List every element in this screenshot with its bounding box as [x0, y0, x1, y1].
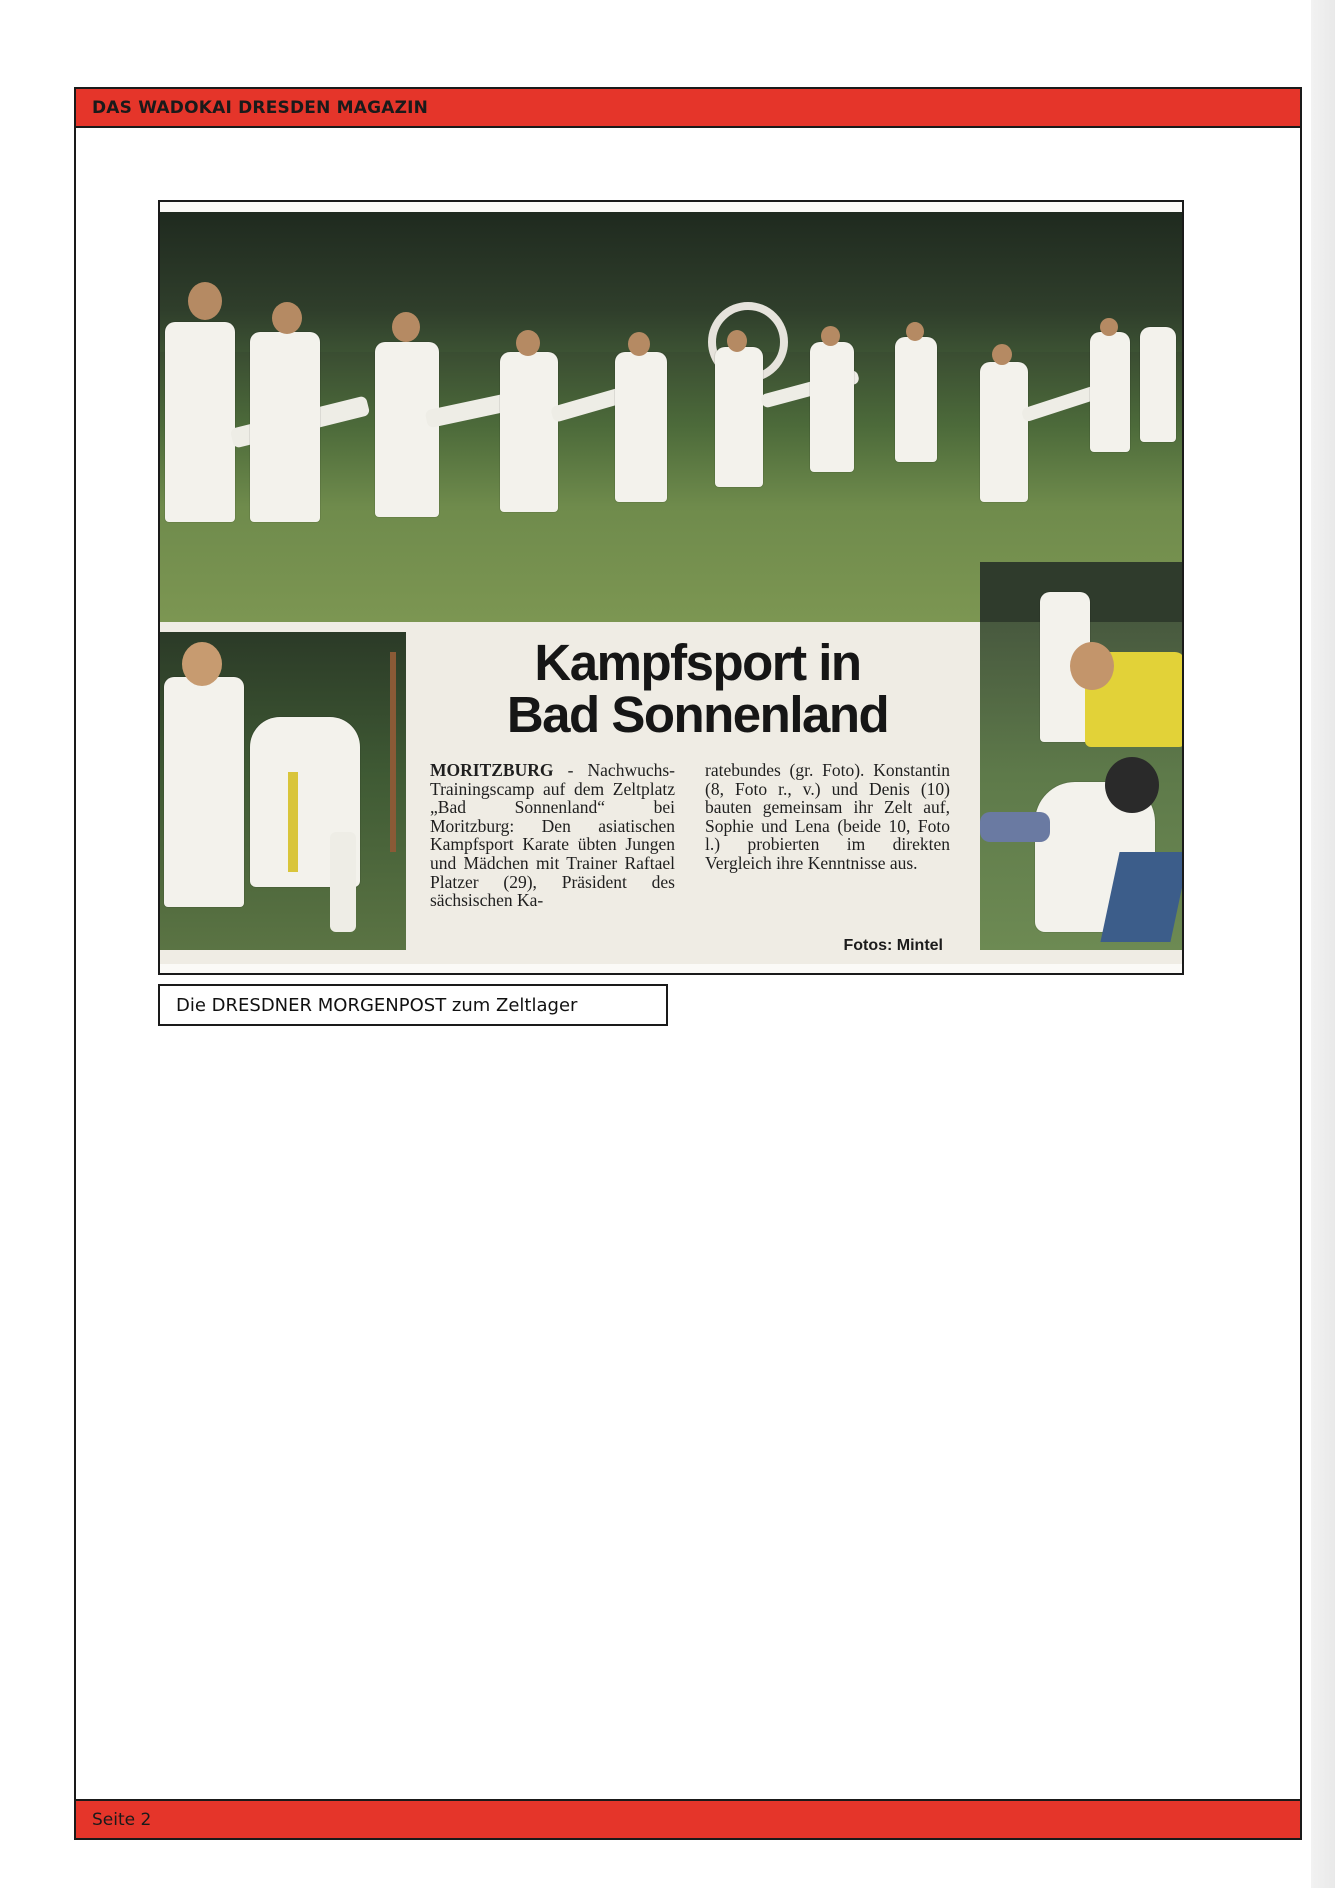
boy-head [1070, 642, 1114, 690]
tent-pole [390, 652, 396, 852]
karateka-head [906, 322, 924, 341]
karateka-figure [500, 352, 558, 512]
karateka-figure [1090, 332, 1130, 452]
caption-text: Die DRESDNER MORGENPOST zum Zeltlager [176, 994, 578, 1016]
tent-building-photo [980, 562, 1182, 950]
karate-group-photo [160, 212, 1182, 622]
karateka-head [392, 312, 420, 342]
karateka-head [188, 282, 222, 320]
karateka-figure [250, 332, 320, 522]
article [430, 634, 965, 957]
footer-bar [74, 1799, 1302, 1840]
sleeping-bag [980, 812, 1050, 842]
sophie-lena-photo [160, 632, 406, 950]
girl-leg [330, 832, 356, 932]
article-columns [430, 761, 965, 910]
karateka-figure [810, 342, 854, 472]
karateka-figure [375, 342, 439, 517]
dateline: MORITZBURG [430, 760, 554, 780]
karateka-figure [1140, 327, 1176, 442]
article-column-1 [430, 761, 675, 910]
photo-credit: Fotos: Mintel [843, 937, 943, 954]
newspaper-clipping [158, 200, 1184, 975]
article-column-2 [705, 761, 950, 910]
karateka-head [992, 344, 1012, 365]
page-edge-shadow [1311, 0, 1335, 1888]
karateka-figure [715, 347, 763, 487]
karateka-head [821, 326, 840, 346]
yellow-belt [288, 772, 298, 872]
article-text-1: - Nachwuchs-Trainingscamp auf dem Zeltplatz „Bad Sonnenland“ bei Moritzburg: Den asiatischen Kampfsport Karate übten Jungen und Mädchen mit Trainer Raftael Platzer (29), Präsident des sächsischen Ka- [430, 760, 675, 911]
headline-line-1: Kampfsport in [534, 634, 861, 691]
page-number: Seite 2 [92, 1809, 152, 1830]
karateka-head [727, 330, 747, 352]
karateka-figure [165, 322, 235, 522]
headline-line-2: Bad Sonnenland [506, 686, 889, 743]
clipping-caption [158, 984, 668, 1026]
karateka-figure [980, 362, 1028, 502]
girl-figure [164, 677, 244, 907]
karateka-head [1100, 318, 1118, 336]
header-bar [74, 87, 1302, 128]
boy-dark-hair [1105, 757, 1159, 813]
article-text-2: ratebundes (gr. Foto). Konstantin (8, Foto r., v.) und Denis (10) bauten gemeinsam ihr Zelt auf, Sophie und Lena (beide 10, Foto l.) probierten im direkten Vergleich ihre Kenntnisse aus. [705, 760, 950, 873]
karateka-figure [615, 352, 667, 502]
karateka-head [628, 332, 650, 356]
clipping-content [160, 212, 1182, 964]
magazine-title: DAS WADOKAI DRESDEN MAGAZIN [92, 97, 429, 118]
karateka-head [272, 302, 302, 334]
karateka-head [516, 330, 540, 356]
karateka-figure [895, 337, 937, 462]
girl-head [182, 642, 222, 686]
trees-background [160, 212, 1182, 352]
